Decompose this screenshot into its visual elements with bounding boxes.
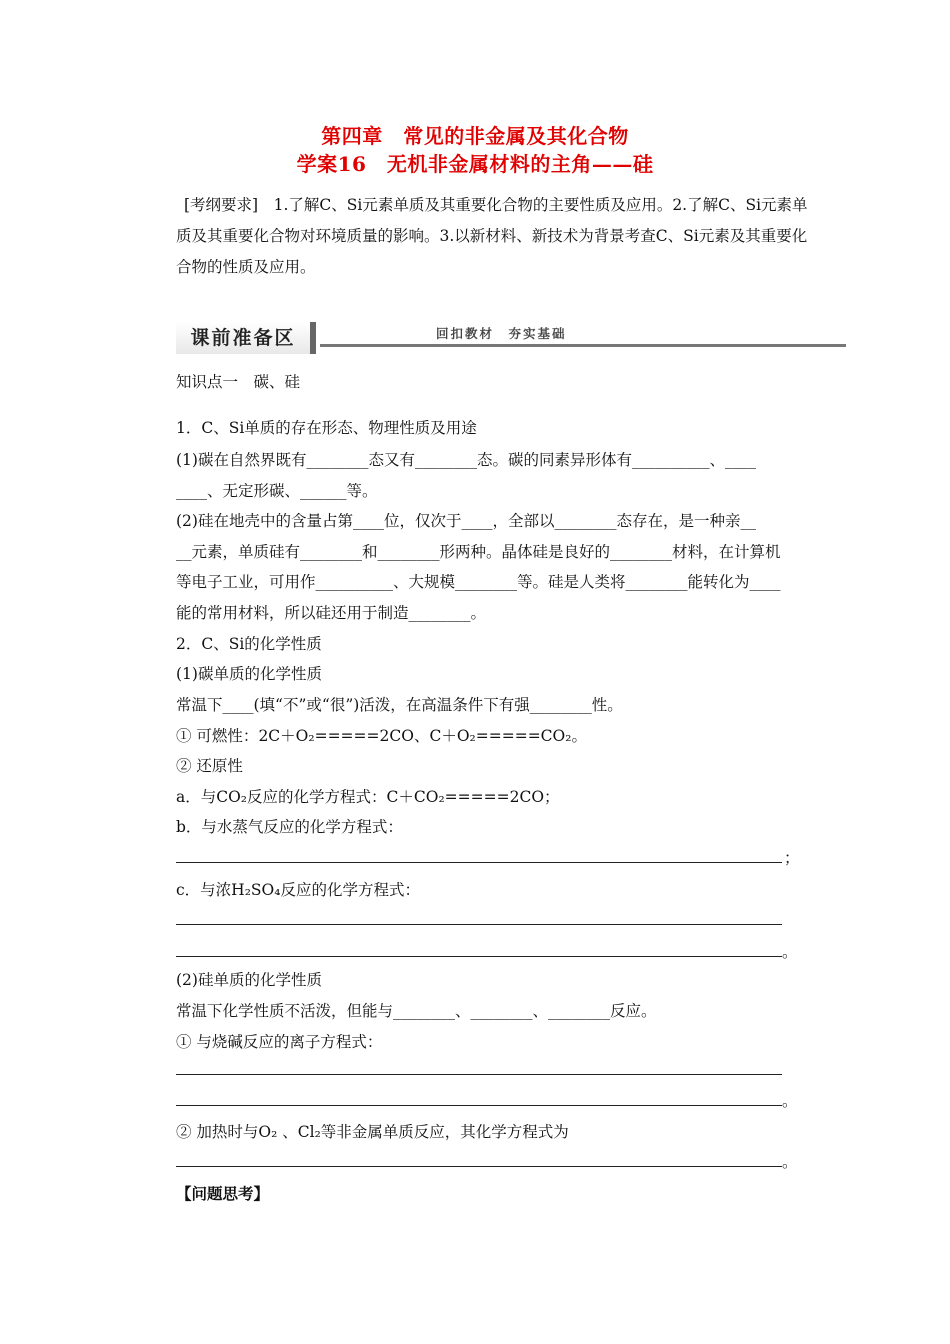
silicon-nonmetal-label: ② 加热时与O₂ 、Cl₂等非金属单质反应，其化学方程式为: [176, 1123, 569, 1141]
co2-reaction-label: a．与CO₂反应的化学方程式：: [176, 788, 387, 806]
silicon-alkali-answer-line-2[interactable]: [176, 1105, 782, 1106]
silicon-nonmetal-answer-line[interactable]: [176, 1166, 782, 1167]
section1-p2-line3: 等电子工业，可用作__________、大规模________等。硅是人类将________能转化为____: [176, 573, 781, 591]
chapter-title: 第四章 常见的非金属及其化合物: [321, 124, 629, 148]
sulfuric-reaction-end: 。: [782, 943, 798, 961]
combustibility-label: ① 可燃性：: [176, 727, 259, 745]
sulfuric-answer-line-1[interactable]: [176, 924, 782, 925]
equation-separator: 、: [413, 727, 430, 745]
section1-heading: 1．C、Si单质的存在形态、物理性质及用途: [176, 419, 477, 437]
section1-p2-line4: 能的常用材料，所以硅还用于制造________。: [176, 604, 487, 622]
combustion-equation-2: C＋O₂=====CO₂: [429, 727, 572, 745]
steam-reaction-answer-line[interactable]: [176, 862, 782, 863]
question-thinking-heading: 【问题思考】: [176, 1185, 270, 1203]
banner-tab: 课前准备区: [176, 322, 316, 354]
carbon-chem-heading: (1)碳单质的化学性质: [176, 665, 322, 683]
co2-reaction-line: [176, 785, 560, 807]
silicon-alkali-label: ① 与烧碱反应的离子方程式：: [176, 1033, 383, 1051]
lesson-title: 学案16 无机非金属材料的主角——硅: [296, 152, 654, 176]
carbon-activity-line: 常温下____(填“不”或“很”)活泼，在高温条件下有强________性。: [176, 696, 623, 714]
silicon-nonmetal-end: 。: [782, 1153, 798, 1171]
steam-reaction-label: b．与水蒸气反应的化学方程式：: [176, 818, 403, 836]
banner-subtitle: 回扣教材 夯实基础: [436, 326, 567, 341]
section2-heading: 2．C、Si的化学性质: [176, 635, 322, 653]
knowledge-point-heading: 知识点一 碳、硅: [176, 373, 301, 391]
steam-reaction-end: ；: [784, 849, 800, 867]
combustibility-line: [176, 724, 587, 746]
reducibility-heading: ② 还原性: [176, 757, 243, 775]
sulfuric-answer-line-2[interactable]: [176, 956, 782, 957]
co2-reaction-equation: C＋CO₂=====2CO；: [386, 788, 560, 806]
section1-p2-line1: (2)硅在地壳中的含量占第____位，仅次于____，全部以________态存在，是一种亲__: [176, 512, 756, 530]
section1-p2-line2: __元素，单质硅有________和________形两种。晶体硅是良好的________材料，在计算机: [176, 543, 781, 561]
silicon-alkali-answer-line-1[interactable]: [176, 1074, 782, 1075]
section1-p1-line2: ____、无定形碳、______等。: [176, 482, 378, 500]
silicon-chem-heading: (2)硅单质的化学性质: [176, 971, 322, 989]
combustion-equation-1: 2C＋O₂=====2CO: [258, 727, 414, 745]
sulfuric-reaction-label: c．与浓H₂SO₄反应的化学方程式：: [176, 881, 420, 899]
exam-requirements: [考纲要求] 1.了解C、Si元素单质及其重要化合物的主要性质及应用。2.了解C、Si元素单质及其重要化合物对环境质量的影响。3.以新材料、新技术为背景考查C、Si元素及其重要化合物的性质及应用。: [176, 196, 808, 276]
silicon-activity-line: 常温下化学性质不活泼，但能与________、________、________反应。: [176, 1002, 657, 1020]
silicon-alkali-end: 。: [782, 1092, 798, 1110]
section-banner: [176, 322, 848, 356]
section1-p1-line1: (1)碳在自然界既有________态又有________态。碳的同素异形体有__________、____: [176, 451, 756, 469]
banner-divider: [320, 344, 846, 347]
line-end-mark: 。: [571, 727, 587, 745]
